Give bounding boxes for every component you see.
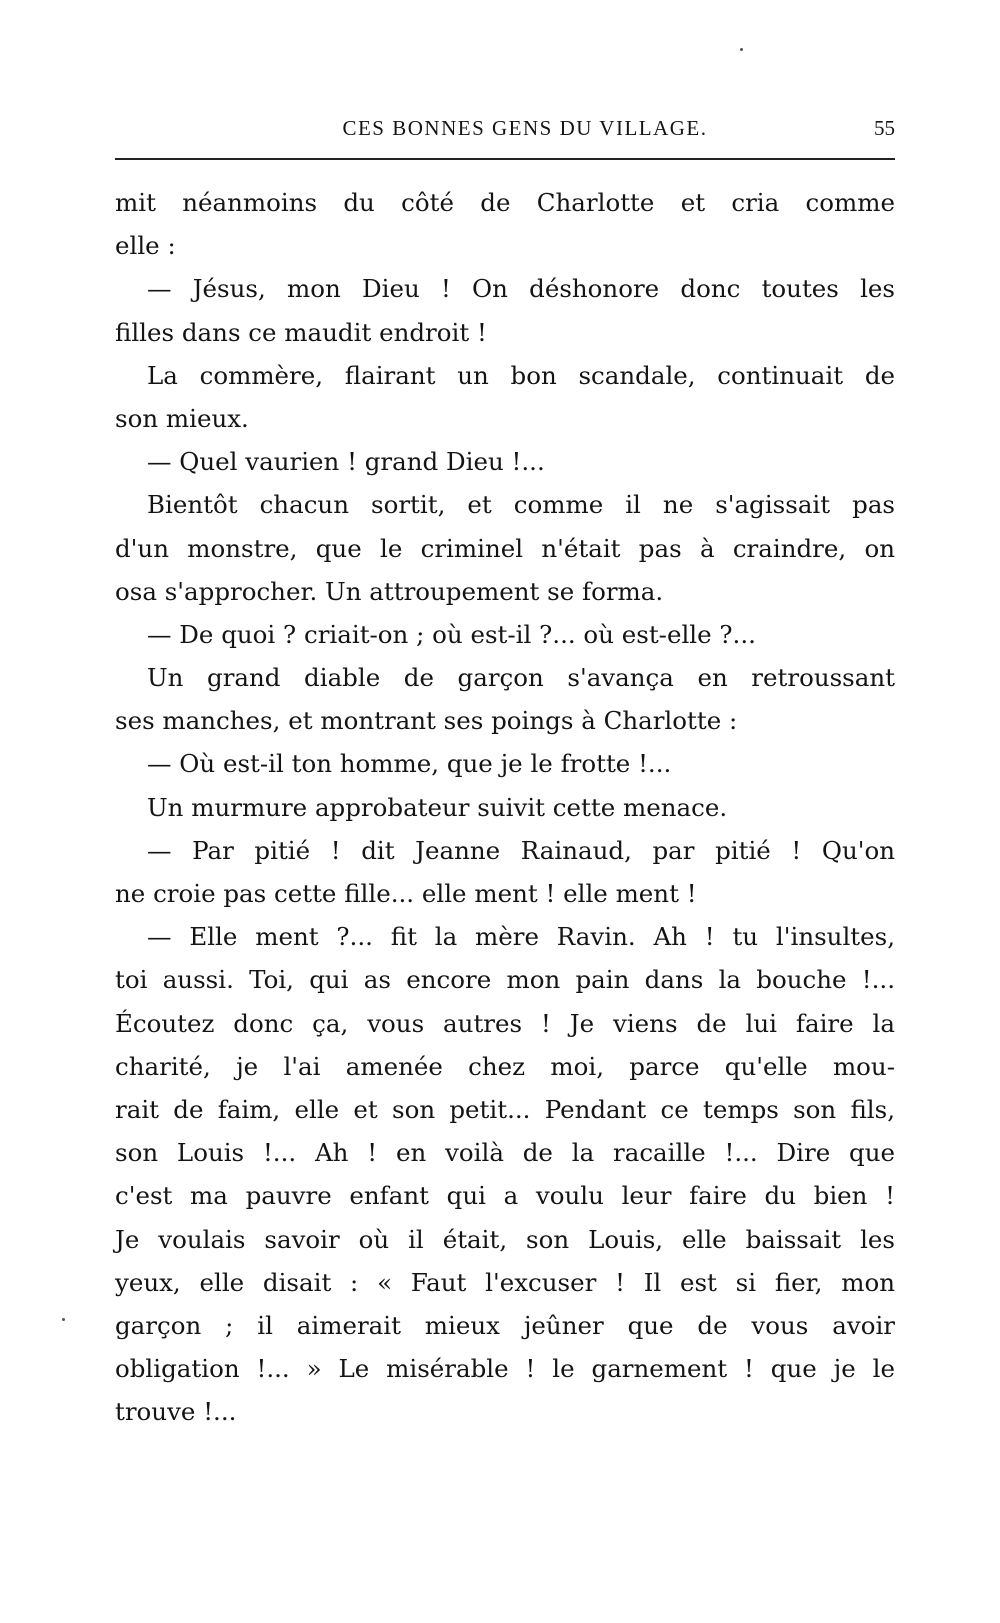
- text-line: trouve !...: [115, 1397, 237, 1427]
- text-line: Un grand diable de garçon s'avança en retroussant: [147, 663, 895, 693]
- running-title: CES BONNES GENS DU VILLAGE.: [342, 116, 708, 140]
- text-line: — Où est-il ton homme, que je le frotte !...: [147, 749, 672, 779]
- body-text: [115, 181, 895, 1433]
- text-line: mit néanmoins du côté de Charlotte et cria comme: [115, 188, 895, 217]
- text-line: yeux, elle disait : « Faut l'excuser ! Il est si fier, mon: [115, 1267, 895, 1297]
- text-line: elle :: [115, 231, 176, 261]
- text-line: Je voulais savoir où il était, son Louis, elle baissait les: [115, 1224, 895, 1254]
- text-line: son Louis !... Ah ! en voilà de la racaille !... Dire que: [115, 1138, 895, 1168]
- header-rule: [115, 158, 895, 160]
- text-line: — De quoi ? criait-on ; où est-il ?... où est-elle ?...: [147, 619, 756, 649]
- scan-speck: [740, 48, 743, 51]
- text-line: toi aussi. Toi, qui as encore mon pain dans la bouche !...: [115, 965, 895, 995]
- text-line: ne croie pas cette fille... elle ment ! elle ment !: [115, 879, 697, 908]
- text-line: obligation !... » Le misérable ! le garnement ! que je le: [115, 1354, 895, 1384]
- text-line: Écoutez donc ça, vous autres ! Je viens de lui faire la: [115, 1008, 895, 1038]
- text-line: c'est ma pauvre enfant qui a voulu leur faire du bien !: [115, 1181, 895, 1211]
- running-head: [115, 108, 895, 144]
- text-line: — Quel vaurien ! grand Dieu !...: [147, 447, 545, 477]
- text-line: Bientôt chacun sortit, et comme il ne s'agissait pas: [147, 490, 895, 520]
- page-number: 55: [874, 116, 895, 140]
- text-line: d'un monstre, que le criminel n'était pas à craindre, on: [115, 533, 895, 563]
- text-line: ses manches, et montrant ses poings à Charlotte :: [115, 706, 738, 736]
- text-line: — Jésus, mon Dieu ! On déshonore donc toutes les: [147, 274, 895, 304]
- text-line: Un murmure approbateur suivit cette menace.: [147, 792, 728, 822]
- text-line: filles dans ce maudit endroit !: [115, 317, 487, 347]
- text-line: garçon ; il aimerait mieux jeûner que de vous avoir: [115, 1310, 895, 1340]
- text-line: — Par pitié ! dit Jeanne Rainaud, par pitié ! Qu'on: [147, 835, 895, 865]
- text-line: rait de faim, elle et son petit... Pendant ce temps son fils,: [115, 1094, 895, 1124]
- text-line: charité, je l'ai amenée chez moi, parce qu'elle mou-: [115, 1051, 895, 1081]
- scan-speck: [62, 1318, 65, 1321]
- text-line: osa s'approcher. Un attroupement se forma.: [115, 576, 664, 606]
- text-line: La commère, flairant un bon scandale, continuait de: [147, 360, 895, 390]
- text-line: son mieux.: [115, 403, 249, 433]
- text-line: — Elle ment ?... fit la mère Ravin. Ah ! tu l'insultes,: [147, 922, 895, 952]
